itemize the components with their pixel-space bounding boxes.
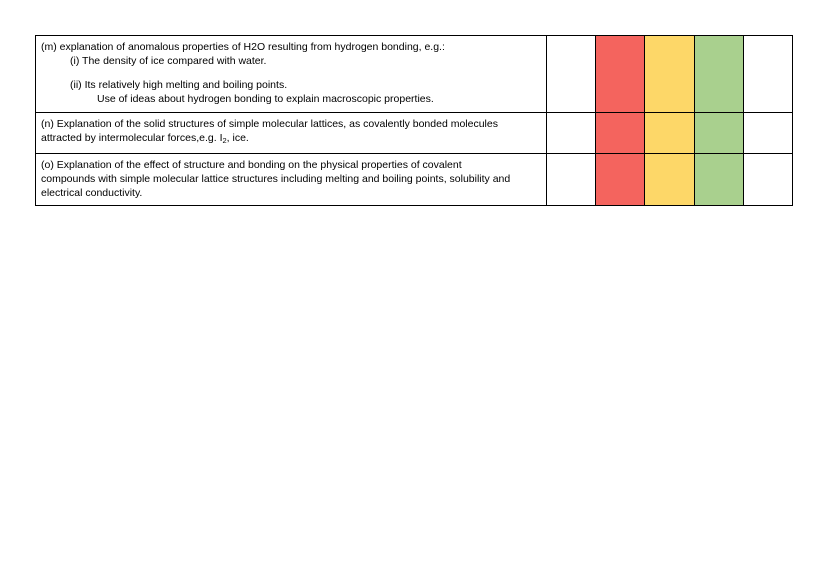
red-rating-cell[interactable] (596, 36, 645, 113)
blank-cell[interactable] (743, 36, 792, 113)
outcome-text-segment: , ice. (226, 132, 249, 144)
table-row (36, 36, 793, 113)
learning-outcomes-table (35, 35, 793, 206)
amber-rating-cell[interactable] (645, 154, 694, 206)
table-row (36, 154, 793, 206)
table-row (36, 113, 793, 154)
red-rating-cell[interactable] (596, 154, 645, 206)
outcome-text-line: (i) The density of ice compared with water. (70, 55, 267, 67)
green-rating-cell[interactable] (694, 113, 743, 154)
outcome-description (36, 154, 547, 206)
outcome-text-line: (ii) Its relatively high melting and boiling points. (70, 79, 288, 91)
outcome-text-line: compounds with simple molecular lattice structures including melting and boiling points, solubility and (41, 173, 511, 185)
subscript: 2 (222, 136, 227, 145)
outcome-text-line (41, 131, 541, 145)
outcome-text-line: (n) Explanation of the solid structures of simple molecular lattices, as covalently bonded molecules (41, 118, 498, 130)
blank-cell[interactable] (743, 154, 792, 206)
green-rating-cell[interactable] (694, 36, 743, 113)
amber-rating-cell[interactable] (645, 36, 694, 113)
green-rating-cell[interactable] (694, 154, 743, 206)
blank-cell[interactable] (547, 154, 596, 206)
outcome-description (36, 113, 547, 154)
outcome-description (36, 36, 547, 113)
blank-cell[interactable] (743, 113, 792, 154)
outcome-text-line: Use of ideas about hydrogen bonding to explain macroscopic properties. (97, 93, 434, 105)
amber-rating-cell[interactable] (645, 113, 694, 154)
outcome-text-segment: attracted by intermolecular forces,e.g. I (41, 132, 223, 144)
red-rating-cell[interactable] (596, 113, 645, 154)
outcome-text-line: (m) explanation of anomalous properties of H2O resulting from hydrogen bonding, e.g.: (41, 41, 445, 53)
outcome-text-line: electrical conductivity. (41, 187, 143, 199)
outcome-text-line: (o) Explanation of the effect of structure and bonding on the physical properties of covalent (41, 159, 462, 171)
blank-cell[interactable] (547, 36, 596, 113)
blank-cell[interactable] (547, 113, 596, 154)
